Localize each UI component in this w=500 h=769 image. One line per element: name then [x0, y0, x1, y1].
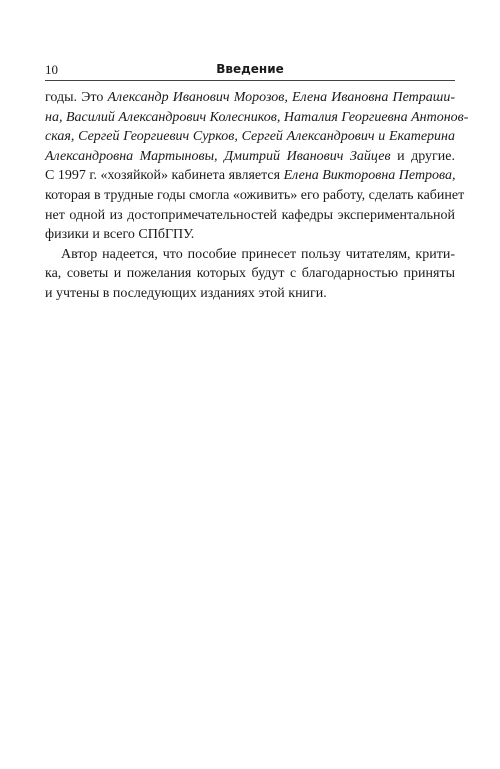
italic-name-run: Елена Викторовна Петрова	[283, 168, 453, 184]
text-run: которая в трудные годы смогла «оживить» его работу, сделать кабинет	[45, 187, 465, 203]
header-rule	[45, 80, 455, 81]
text-run: С 1997 г. «хозяйкой» кабинета является	[45, 168, 284, 184]
text-line	[45, 225, 455, 245]
text-line	[45, 127, 455, 147]
text-run: ,	[452, 168, 456, 184]
text-run: и другие.	[390, 148, 455, 164]
paragraph-author-note	[45, 245, 455, 304]
italic-name-run: ская, Сергей Георгиевич Сурков, Сергей Александрович и Екатерина	[45, 129, 455, 145]
text-line	[45, 245, 455, 265]
text-line	[45, 147, 455, 167]
text-run: и учтены в последующих изданиях этой книги.	[45, 285, 327, 301]
text-line	[45, 108, 469, 128]
text-line	[45, 88, 455, 108]
text-line	[45, 186, 465, 206]
italic-name-run: Александровна Мартыновы, Дмитрий Иванович Зайцев	[45, 148, 391, 164]
paragraph-acknowledgements	[45, 88, 469, 245]
italic-name-run: на, Василий Александрович Колесников, Наталия Георгиевна Антонов-	[45, 109, 469, 125]
text-run: ка, советы и пожелания которых будут с благодарностью приняты	[45, 266, 455, 282]
text-run: физики и всего СПбГПУ.	[45, 227, 195, 243]
text-line	[45, 284, 455, 304]
text-run: нет одной из достопримечательностей кафедры экспериментальной	[45, 207, 455, 223]
text-run: Автор надеется, что пособие принесет пользу читателям, крити-	[61, 246, 455, 262]
running-head	[45, 62, 455, 82]
text-run: годы. Это	[45, 90, 108, 105]
section-title: Введение	[216, 62, 284, 76]
italic-name-run: Александр Иванович Морозов, Елена Ивановна Петраши-	[107, 90, 455, 105]
text-line	[45, 264, 455, 284]
text-line	[45, 206, 455, 226]
page-number: 10	[45, 62, 58, 77]
text-line	[45, 166, 455, 186]
body-text	[45, 88, 469, 304]
